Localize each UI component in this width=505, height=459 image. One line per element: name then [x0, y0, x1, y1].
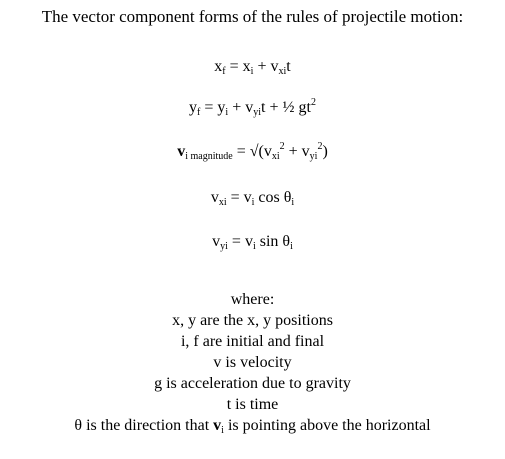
legend-line: x, y are the x, y positions [172, 312, 333, 329]
eq-text: t [286, 58, 291, 75]
variable-legend [0, 289, 505, 436]
eq-text: cos θ [254, 189, 292, 206]
eq-text: + v [228, 99, 254, 116]
legend-subscript: i [221, 425, 224, 436]
eq-subscript: yi [220, 241, 228, 252]
equation-final-y-position [0, 97, 505, 119]
eq-subscript: yi [309, 151, 318, 162]
eq-text: v [212, 233, 221, 250]
legend-where: where: [230, 291, 275, 308]
eq-subscript: yi [253, 107, 262, 118]
eq-superscript: 2 [279, 141, 285, 152]
legend-line-theta [0, 415, 505, 436]
eq-text: + v [253, 58, 279, 75]
eq-bold-vector: v [177, 143, 186, 160]
legend-line: g is acceleration due to gravity [154, 375, 351, 392]
eq-text: = v [226, 189, 252, 206]
legend-text: is pointing above the horizontal [223, 417, 431, 434]
eq-text: = y [200, 99, 226, 116]
eq-text: ) [322, 143, 328, 160]
eq-text: y [189, 99, 198, 116]
eq-subscript: xi [271, 151, 280, 162]
eq-subscript: f [222, 66, 226, 77]
legend-bold-vector: v [213, 417, 222, 434]
eq-text: + v [284, 143, 310, 160]
equation-velocity-magnitude [0, 141, 505, 163]
eq-superscript: 2 [317, 141, 323, 152]
eq-subscript: xi [278, 66, 287, 77]
equation-initial-y-velocity [0, 231, 505, 253]
eq-subscript: f [197, 107, 201, 118]
eq-text: = √(v [232, 143, 272, 160]
eq-text: t + ½ gt [261, 99, 311, 116]
eq-subscript: i [252, 241, 256, 252]
equation-initial-x-velocity [0, 187, 505, 209]
eq-subscript: i [225, 107, 229, 118]
eq-text: v [210, 189, 219, 206]
eq-subscript: i [291, 197, 295, 208]
eq-text: = v [227, 233, 253, 250]
intro-heading: The vector component forms of the rules of projectile motion: [41, 7, 464, 26]
eq-text: x [214, 58, 223, 75]
eq-subscript: i [251, 197, 255, 208]
legend-line: v is velocity [213, 354, 292, 371]
equation-final-x-position [0, 56, 505, 78]
eq-subscript: xi [218, 197, 227, 208]
eq-subscript: i magnitude [185, 151, 233, 162]
legend-line: i, f are initial and final [180, 333, 325, 350]
eq-subscript: i [290, 241, 293, 252]
eq-text: = x [225, 58, 251, 75]
legend-line: t is time [226, 396, 279, 413]
eq-subscript: i [250, 66, 254, 77]
legend-text: θ is the direction that [74, 417, 214, 434]
eq-superscript: 2 [310, 97, 316, 108]
eq-text: sin θ [255, 233, 291, 250]
